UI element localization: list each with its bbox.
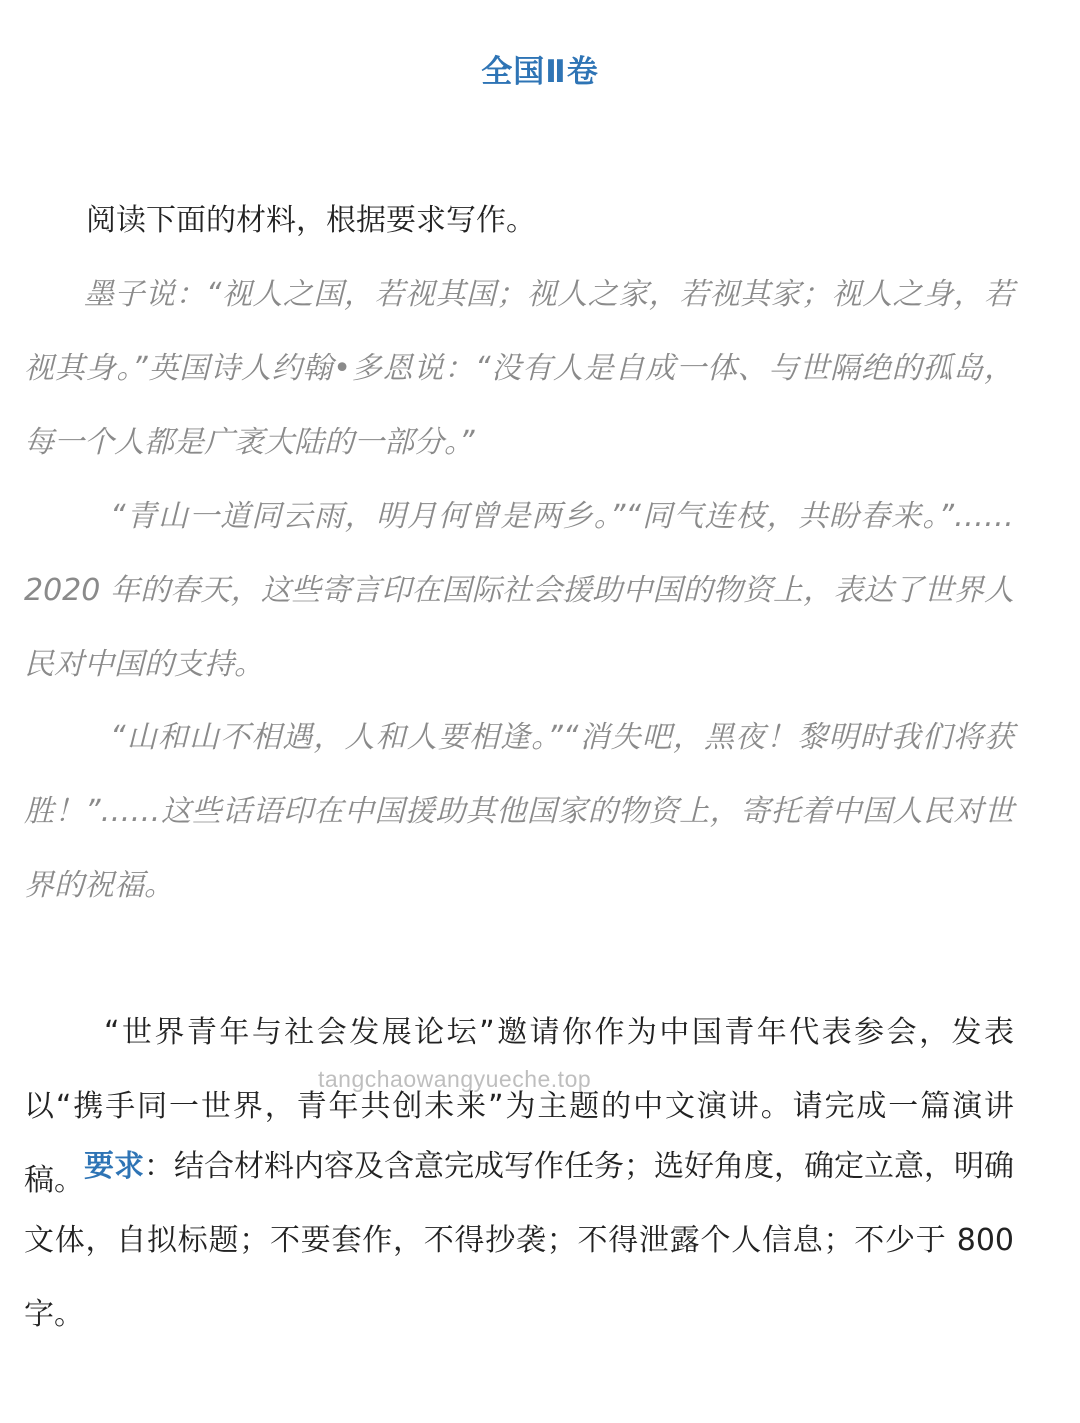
material-paragraph-1: 墨子说：“视人之国，若视其国；视人之家，若视其家；视人之身，若视其身。”英国诗人约翰•多恩说：“没有人是自成一体、与世隔绝的孤岛，每一个人都是广袤大陆的一部分。” (24, 277, 1014, 460)
requirement-text: ：结合材料内容及含意完成写作任务；选好角度，确定立意，明确文体，自拟标题；不要套作，不得抄袭；不得泄露个人信息；不少于 800 字。 (24, 1149, 1014, 1332)
material-paragraph-2: “青山一道同云雨，明月何曾是两乡。”“同气连枝，共盼春来。”……2020 年的春天，这些寄言印在国际社会援助中国的物资上，表达了世界人民对中国的支持。 (24, 499, 1014, 682)
requirement-label: 要求 (84, 1149, 144, 1184)
watermark-text: tangchaowangyueche.top (318, 1066, 592, 1092)
page-title: 全国Ⅱ卷 (481, 54, 599, 90)
material-paragraph-3: “山和山不相遇，人和人要相逢。”“消失吧，黑夜！黎明时我们将获胜！”……这些话语印在中国援助其他国家的物资上，寄托着中国人民对世界的祝福。 (24, 720, 1014, 903)
writing-task-text: “世界青年与社会发展论坛”邀请你作为中国青年代表参会，发表以“携手同一世界，青年共创未来”为主题的中文演讲。请完成一篇演讲稿。 (24, 1015, 1014, 1198)
instruction-text: 阅读下面的材料，根据要求写作。 (86, 203, 536, 238)
requirement-paragraph (24, 1130, 1014, 1352)
